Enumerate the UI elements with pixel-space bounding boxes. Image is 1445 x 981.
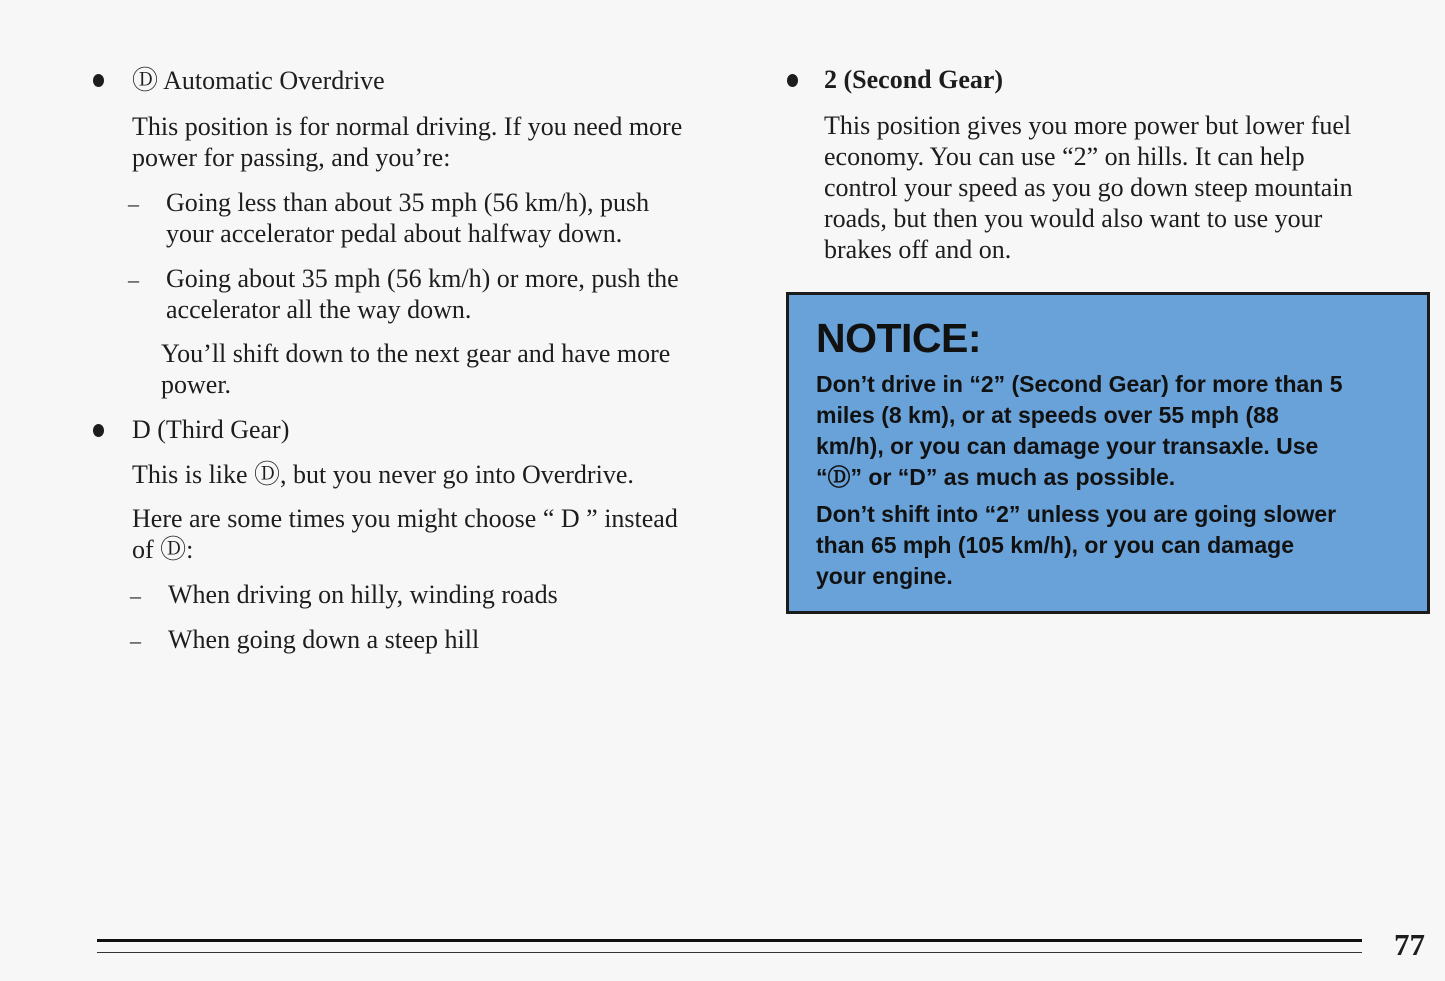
- overdrive-dash2-line-2: accelerator all the way down.: [166, 295, 472, 324]
- notice-line: miles (8 km), or at speeds over 55 mph (88: [816, 402, 1279, 428]
- notice-title: NOTICE:: [816, 315, 982, 361]
- notice-line: your engine.: [816, 563, 953, 589]
- footer-rule-thin: [97, 952, 1362, 953]
- second-gear-line: roads, but then you would also want to use your: [824, 204, 1323, 233]
- page-number: 77: [1394, 927, 1425, 962]
- notice-line: Don’t drive in “2” (Second Gear) for more than 5: [816, 371, 1343, 397]
- footer-rule-thick: [97, 939, 1362, 942]
- notice-line: km/h), or you can damage your transaxle. Use: [816, 433, 1319, 459]
- overdrive-dash1-line-1: Going less than about 35 mph (56 km/h), push: [166, 188, 650, 217]
- third-gear-heading: D (Third Gear): [132, 415, 290, 444]
- second-gear-heading: 2 (Second Gear): [824, 65, 1004, 94]
- third-gear-dash-1: When driving on hilly, winding roads: [168, 580, 558, 609]
- second-gear-line: This position gives you more power but lower fuel: [824, 111, 1352, 140]
- third-gear-para-2-line-1: Here are some times you might choose “ D ” instead: [132, 504, 678, 533]
- shift-line-1: You’ll shift down to the next gear and have more: [161, 339, 671, 368]
- second-gear-line: economy. You can use “2” on hills. It can help: [824, 142, 1305, 171]
- second-gear-line: control your speed as you go down steep mountain: [824, 173, 1353, 202]
- overdrive-heading: Ⓓ Automatic Overdrive: [132, 66, 385, 95]
- dash-marker: –: [128, 191, 139, 216]
- third-gear-para-2-line-2: of Ⓓ:: [132, 535, 194, 564]
- second-gear-line: brakes off and on.: [824, 235, 1012, 264]
- shift-line-2: power.: [161, 370, 232, 399]
- overdrive-dash1-line-2: your accelerator pedal about halfway down.: [166, 219, 623, 248]
- third-gear-para-1: This is like Ⓓ, but you never go into Overdrive.: [132, 460, 634, 489]
- dash-marker: –: [130, 583, 141, 608]
- dash-marker: –: [130, 628, 141, 653]
- notice-line: “Ⓓ” or “D” as much as possible.: [816, 464, 1176, 490]
- notice-line: Don’t shift into “2” unless you are going slower: [816, 501, 1337, 527]
- overdrive-para-line-1: This position is for normal driving. If you need more: [132, 112, 683, 141]
- third-gear-dash-2: When going down a steep hill: [168, 625, 480, 654]
- notice-line: than 65 mph (105 km/h), or you can damage: [816, 532, 1295, 558]
- bullet-third-gear: [93, 424, 104, 437]
- bullet-second-gear: [787, 74, 798, 87]
- overdrive-para-line-2: power for passing, and you’re:: [132, 143, 451, 172]
- notice-box: [786, 292, 1430, 614]
- dash-marker: –: [128, 267, 139, 292]
- overdrive-dash2-line-1: Going about 35 mph (56 km/h) or more, push the: [166, 264, 679, 293]
- bullet-overdrive: [93, 74, 104, 87]
